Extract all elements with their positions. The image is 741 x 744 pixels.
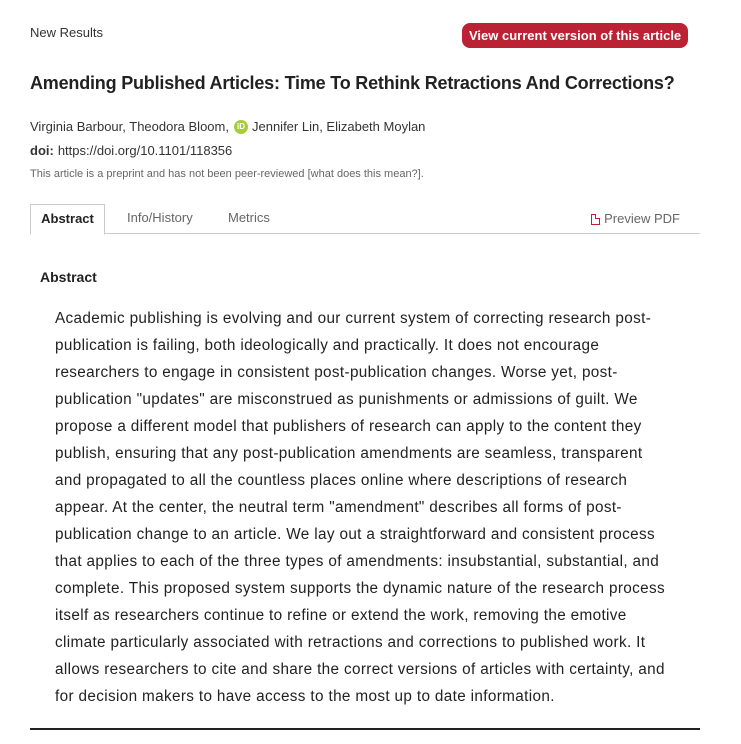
- abstract-line: itself as researchers continue to refine or extend the work, removing the emotive: [55, 607, 627, 624]
- abstract-line: researchers to engage in consistent post-publication changes. Worse yet, post-: [55, 364, 618, 381]
- tab-preview-pdf[interactable]: [591, 204, 680, 234]
- abstract-line: publication "updates" are misconstrued as punishments or admissions of guilt. We: [55, 391, 638, 408]
- authors-part-1[interactable]: Virginia Barbour, Theodora Bloom,: [30, 119, 229, 134]
- new-results-label: New Results: [30, 25, 103, 40]
- preview-pdf-label: Preview PDF: [604, 211, 680, 226]
- pdf-file-icon: [591, 214, 600, 225]
- abstract-line: that applies to each of the three types of amendments: insubstantial, substantial, and: [55, 553, 660, 570]
- author-list: [30, 119, 425, 134]
- tab-info-history[interactable]: Info/History: [127, 210, 193, 225]
- abstract-line: publish, ensuring that any post-publication amendments are seamless, transparent: [55, 445, 643, 462]
- orcid-icon[interactable]: iD: [234, 120, 248, 134]
- view-current-version-button[interactable]: View current version of this article: [462, 23, 688, 48]
- abstract-line: Academic publishing is evolving and our current system of correcting research post-: [55, 310, 652, 327]
- abstract-line: propose a different model that publishers of research can apply to the content they: [55, 418, 642, 435]
- abstract-line: appear. At the center, the neutral term "amendment" describes all forms of post-: [55, 499, 622, 516]
- bottom-divider: [30, 728, 700, 730]
- doi-line: [30, 143, 232, 158]
- preprint-note-text: This article is a preprint and has not been peer-reviewed: [30, 168, 305, 180]
- article-title: Amending Published Articles: Time To Rethink Retractions And Corrections?: [30, 73, 675, 93]
- abstract-line: for decision makers to have access to the most up to date information.: [55, 688, 555, 705]
- tab-abstract[interactable]: Abstract: [30, 204, 105, 235]
- preprint-note-end: .: [420, 168, 424, 180]
- abstract-heading: Abstract: [40, 269, 97, 285]
- tab-metrics[interactable]: Metrics: [228, 210, 270, 225]
- what-does-this-mean-link[interactable]: [what does this mean?]: [307, 168, 421, 180]
- preprint-note: [30, 168, 424, 180]
- authors-part-2[interactable]: Jennifer Lin, Elizabeth Moylan: [251, 119, 426, 134]
- article-tabs: [30, 204, 700, 234]
- abstract-line: publication change to an article. We lay out a straightforward and consistent process: [55, 526, 656, 543]
- abstract-line: allows researchers to cite and share the correct versions of articles with certainty, and: [55, 661, 665, 678]
- doi-label: doi:: [30, 143, 54, 158]
- abstract-line: publication is failing, both ideologically and practically. It does not encourage: [55, 337, 600, 354]
- doi-link[interactable]: https://doi.org/10.1101/118356: [57, 143, 233, 158]
- abstract-line: and propagated to all the countless places online where descriptions of research: [55, 472, 628, 489]
- abstract-body: [55, 305, 685, 710]
- abstract-line: complete. This proposed system supports the dynamic nature of the research process: [55, 580, 665, 597]
- abstract-line: climate particularly associated with retractions and corrections to published work. It: [55, 634, 646, 651]
